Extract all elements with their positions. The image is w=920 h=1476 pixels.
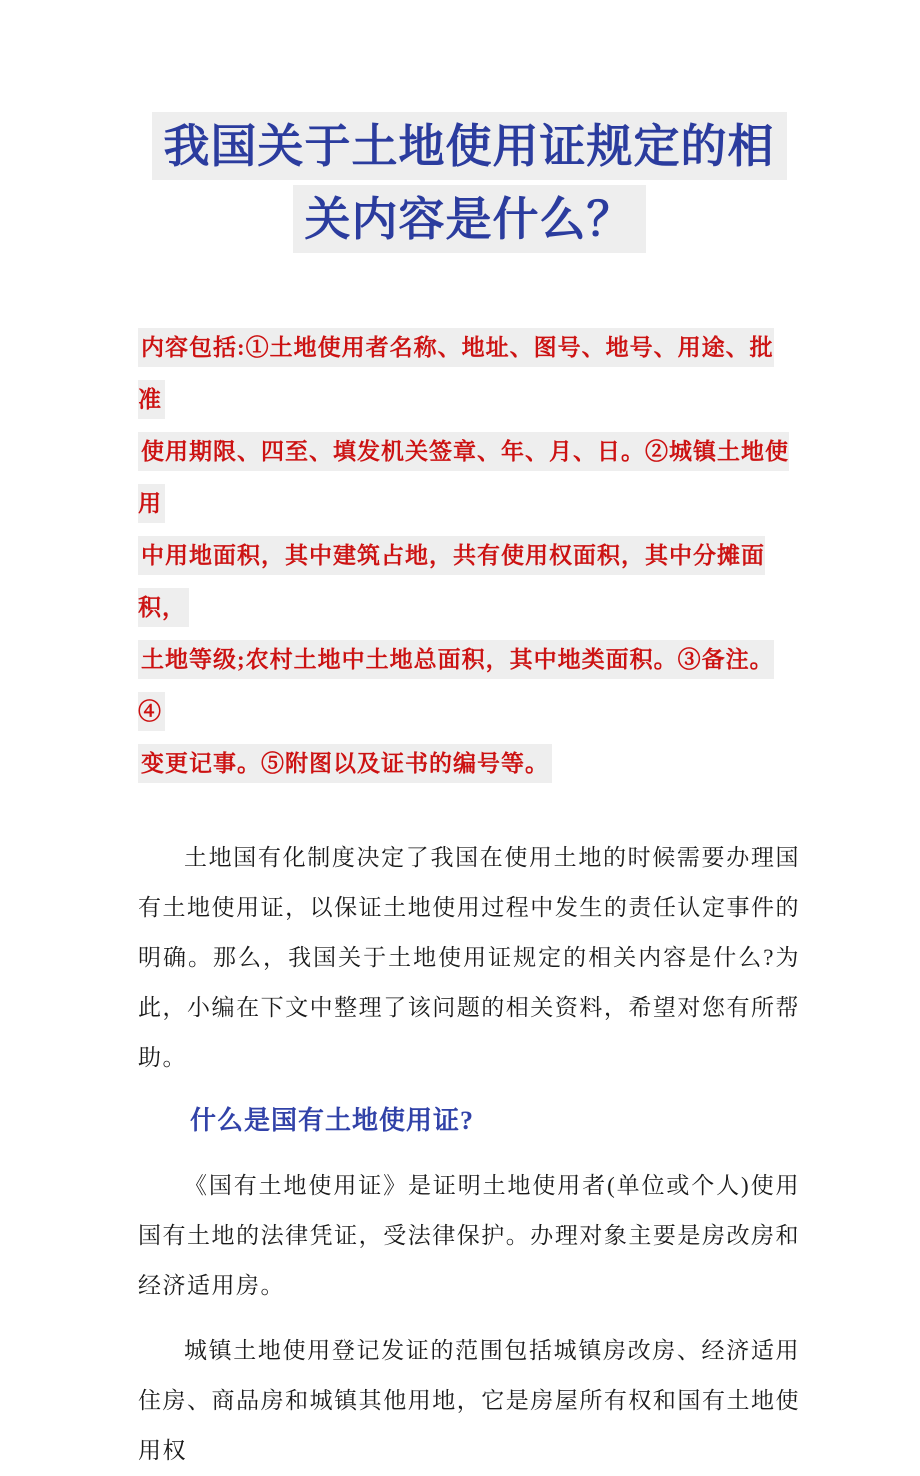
section-subheading: 什么是国有土地使用证? — [190, 1106, 475, 1135]
summary-line-4 — [138, 634, 800, 738]
title-line-1 — [138, 110, 800, 183]
summary-line-3-text: 中用地面积，其中建筑占地，共有使用权面积，其中分摊面积， — [138, 536, 765, 627]
summary-line-2-text: 使用期限、四至、填发机关签章、年、月、日。②城镇土地使用 — [138, 432, 789, 523]
paragraph-definition: 《国有土地使用证》是证明土地使用者(单位或个人)使用国有土地的法律凭证，受法律保护。办理对象主要是房改房和经济适用房。 — [138, 1173, 800, 1298]
summary-line-5-text: 变更记事。⑤附图以及证书的编号等。 — [138, 744, 552, 783]
page-title — [138, 110, 800, 256]
title-line-1-text: 我国关于土地使用证规定的相 — [152, 112, 787, 180]
summary-line-1-text: 内容包括:①土地使用者名称、地址、图号、地号、用途、批准 — [138, 328, 774, 419]
summary-line-5 — [138, 738, 800, 790]
paragraph-scope: 城镇土地使用登记发证的范围包括城镇房改房、经济适用住房、商品房和城镇其他用地，它是房屋所有权和国有土地使用权 — [138, 1338, 800, 1463]
summary-line-2 — [138, 426, 800, 530]
title-line-2 — [138, 183, 800, 256]
paragraph-intro: 土地国有化制度决定了我国在使用土地的时候需要办理国有土地使用证，以保证土地使用过程中发生的责任认定事件的明确。那么，我国关于土地使用证规定的相关内容是什么?为此，小编在下文中整理了该问题的相关资料，希望对您有所帮助。 — [138, 845, 800, 1070]
title-line-2-text: 关内容是什么？ — [293, 185, 646, 253]
summary-line-4-text: 土地等级;农村土地中土地总面积，其中地类面积。③备注。④ — [138, 640, 774, 731]
summary-line-3 — [138, 530, 800, 634]
summary-highlight-block — [138, 322, 800, 790]
summary-line-1 — [138, 322, 800, 426]
article-body — [138, 833, 800, 1476]
